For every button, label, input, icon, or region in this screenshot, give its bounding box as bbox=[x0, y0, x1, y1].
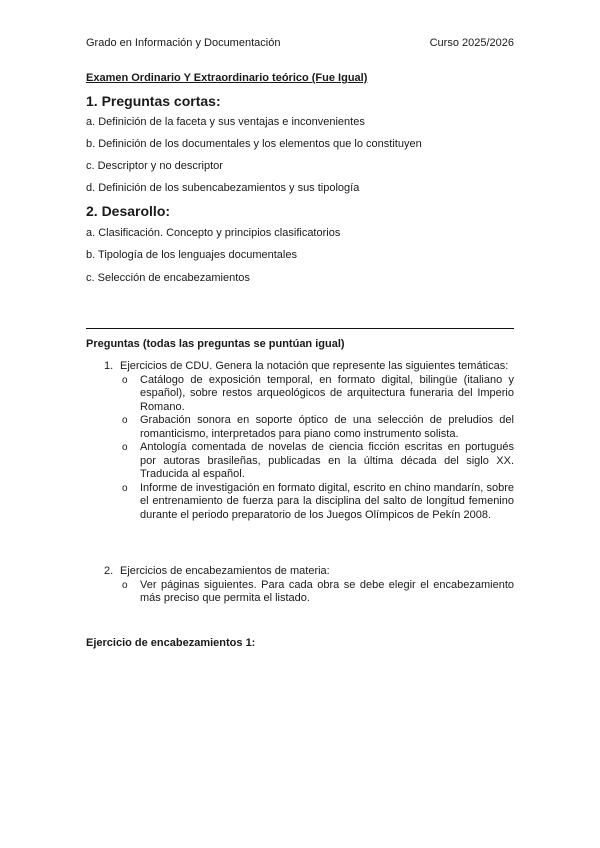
header-course: Curso 2025/2026 bbox=[429, 37, 514, 49]
list-item bbox=[104, 579, 514, 606]
bullet-text: Grabación sonora en soporte óptico de una selección de preludios del romanticismo, interpretados para piano como instrumento solista. bbox=[140, 414, 514, 440]
questions-heading: Preguntas (todas las preguntas se puntúan igual) bbox=[86, 338, 345, 350]
bullet-glyph: o bbox=[122, 482, 128, 494]
list-item bbox=[104, 441, 514, 482]
exercise-2-bullets bbox=[104, 579, 514, 606]
bullet-text: Antología comentada de novelas de ciencia ficción escritas en portugués por autoras brasileñas, publicadas en la última década del siglo XX. Traducida al español. bbox=[140, 441, 514, 480]
exercise-number: 2. bbox=[104, 565, 114, 577]
bullet-text: Informe de investigación en formato digital, escrito en chino mandarín, sobre el entrenamiento de fuerza para la disciplina del salto de longitud femenino durante el periodo preparatorio de los Juegos Olímpicos de Pekín 2008. bbox=[140, 481, 514, 521]
header-degree: Grado en Información y Documentación bbox=[86, 37, 281, 49]
bullet-glyph: o bbox=[122, 374, 128, 386]
short-question-d: d. Definición de los subencabezamientos y sus tipología bbox=[86, 182, 360, 194]
bullet-text: Catálogo de exposición temporal, en formato digital, bilingüe (italiano y español), sobre restos arqueológicos de arquitectura funeraria del Imperio Romano. bbox=[140, 373, 514, 413]
short-question-b: b. Definición de los documentales y los elementos que lo constituyen bbox=[86, 138, 422, 150]
final-exercise-heading: Ejercicio de encabezamientos 1: bbox=[86, 637, 256, 649]
list-item bbox=[104, 374, 514, 415]
development-question-b: b. Tipología de los lenguajes documentales bbox=[86, 249, 297, 261]
list-item bbox=[104, 482, 514, 523]
bullet-glyph: o bbox=[122, 415, 128, 426]
exercise-item-2 bbox=[104, 565, 514, 606]
section-development-title: 2. Desarollo: bbox=[86, 203, 171, 219]
bullet-glyph: o bbox=[122, 442, 128, 453]
development-question-c: c. Selección de encabezamientos bbox=[86, 272, 250, 284]
short-question-c: c. Descriptor y no descriptor bbox=[86, 160, 223, 172]
horizontal-divider bbox=[86, 328, 514, 329]
short-question-a: a. Definición de la faceta y sus ventajas e inconvenientes bbox=[86, 116, 365, 128]
development-question-a: a. Clasificación. Concepto y principios clasificatorios bbox=[86, 227, 341, 239]
section-short-questions-title: 1. Preguntas cortas: bbox=[86, 93, 221, 109]
bullet-text: Ver páginas siguientes. Para cada obra se debe elegir el encabezamiento más preciso que permita el listado. bbox=[140, 578, 514, 604]
exercise-item-1 bbox=[104, 360, 514, 522]
exercise-text: Ejercicios de encabezamientos de materia: bbox=[120, 565, 330, 577]
exercise-1-bullets bbox=[104, 374, 514, 523]
exercise-text: Ejercicios de CDU. Genera la notación que represente las siguientes temáticas: bbox=[120, 360, 509, 372]
bullet-glyph: o bbox=[122, 579, 128, 591]
exam-title: Examen Ordinario Y Extraordinario teórico (Fue Igual) bbox=[86, 72, 368, 84]
exercise-number: 1. bbox=[104, 360, 114, 372]
list-item bbox=[104, 414, 514, 441]
